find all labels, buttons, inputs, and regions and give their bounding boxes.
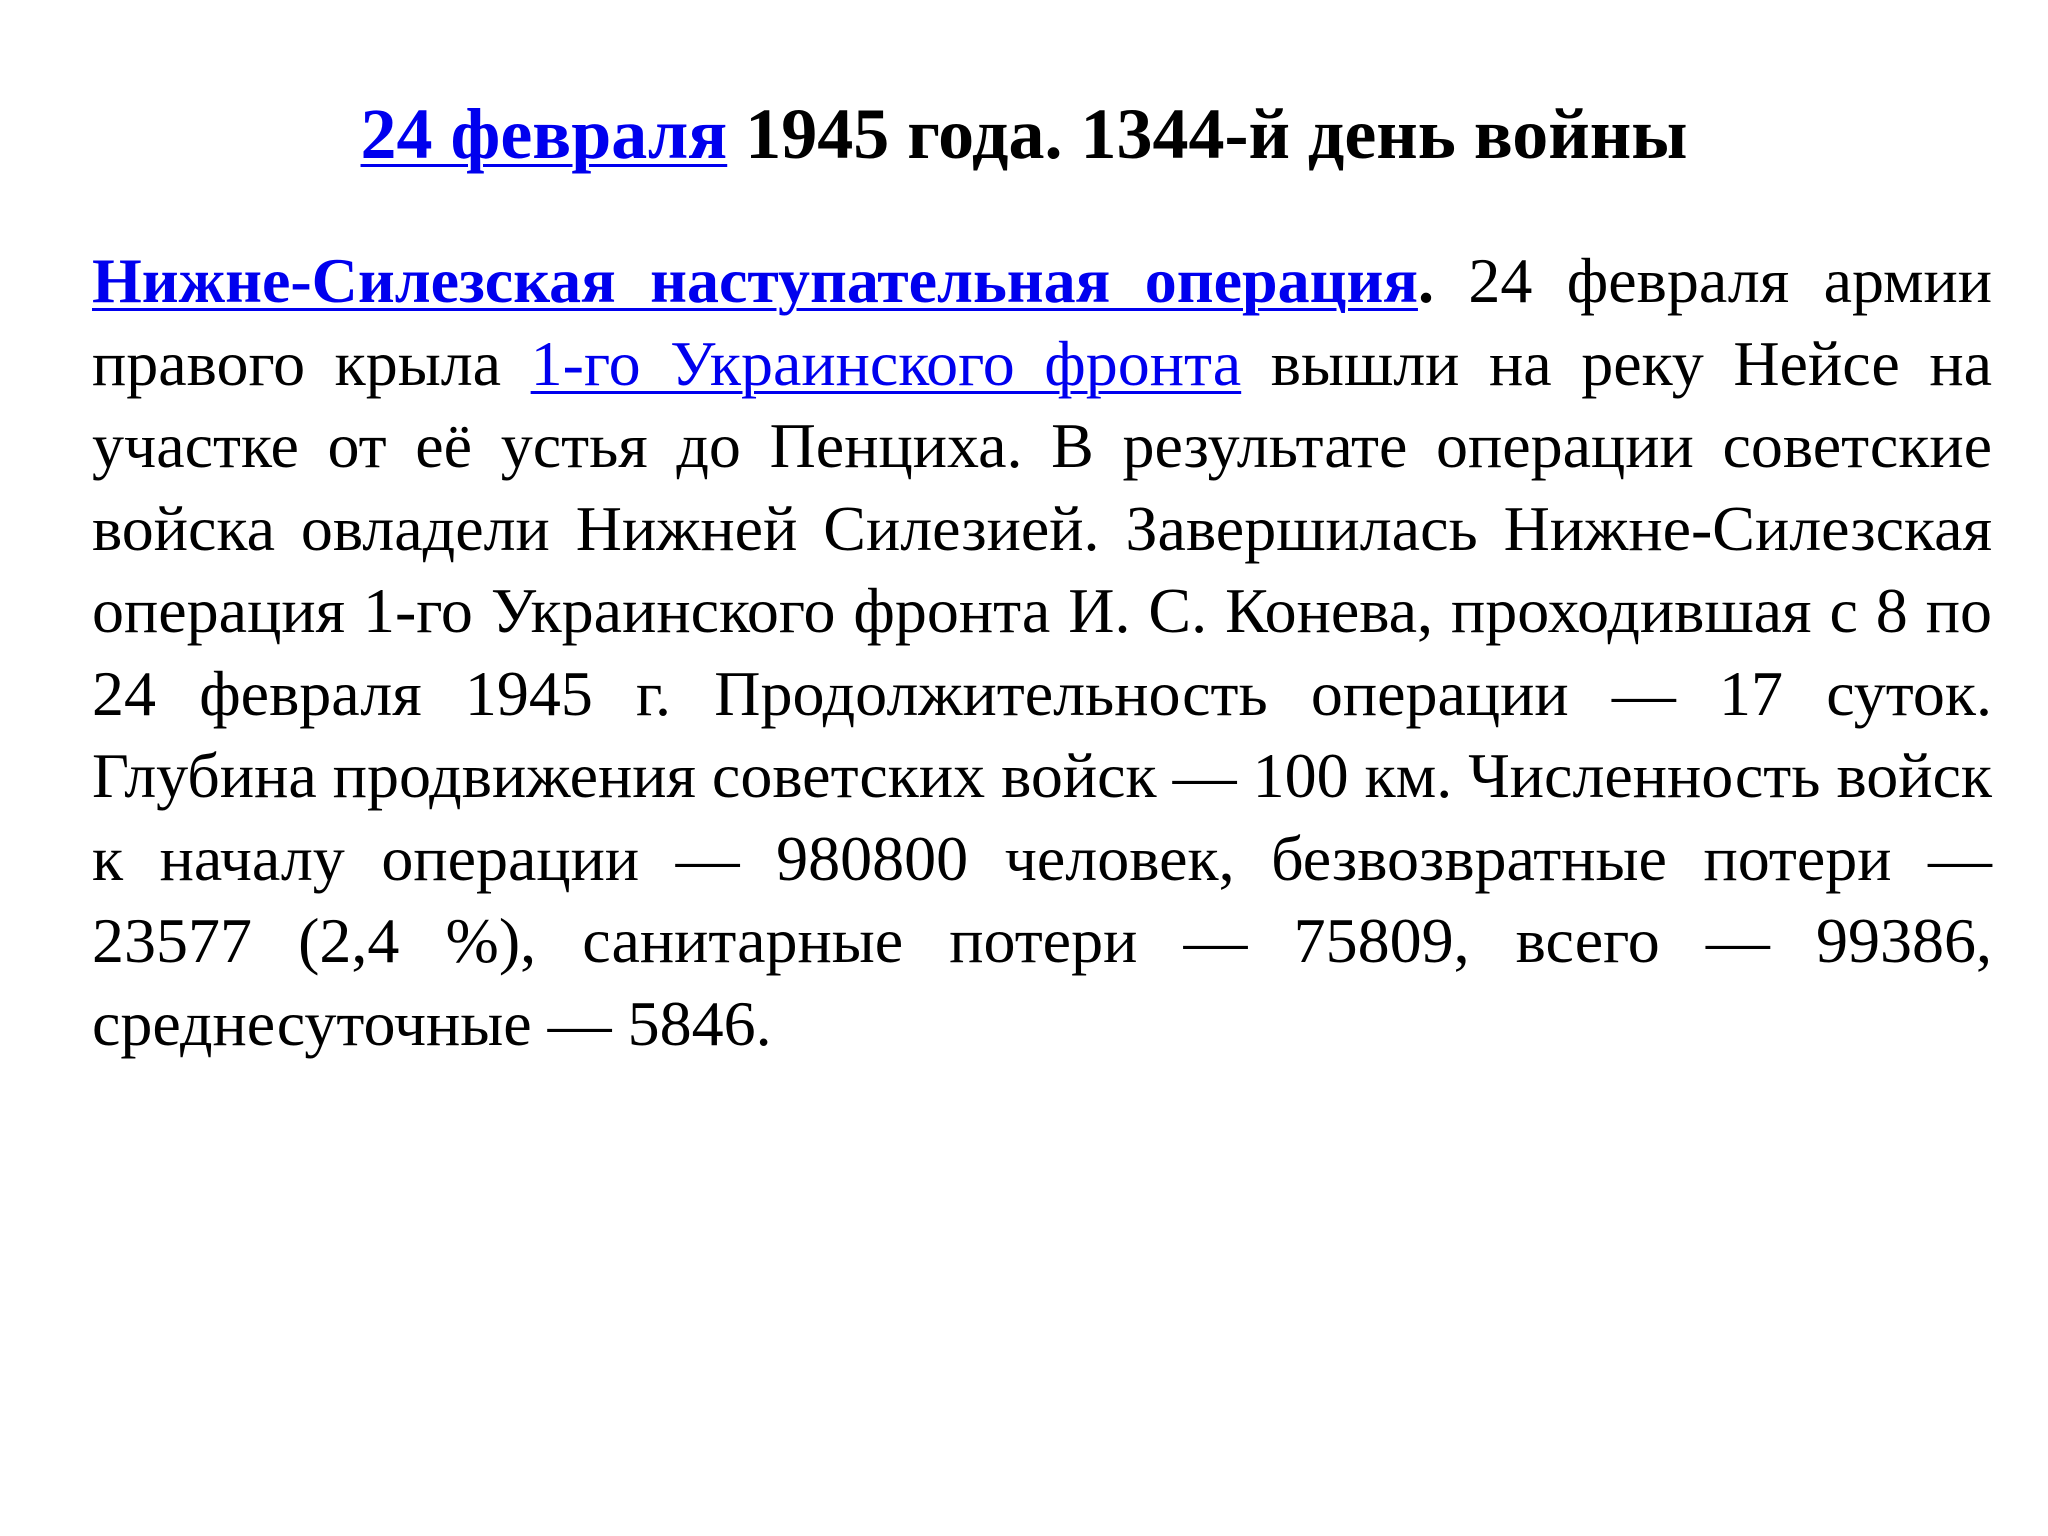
paragraph-text-1: 24 февраля армии правого крыла: [92, 245, 1993, 399]
title-rest: 1945 года. 1344-й день войны: [727, 94, 1688, 174]
body-paragraph: [92, 240, 1992, 1065]
operation-link[interactable]: Нижне-Силезская наступательная операция: [92, 245, 1418, 316]
paragraph-text-2: вышли на реку Нейсе на участке от её устья до Пенциха. В результате операции советские войска овладели Нижней Силезией. Завершилась Нижне-Силезская операция 1-го Украинского фронта И. С. Конева, проходившая с 8 по 24 февраля 1945 г. Продолжительность операции — 17 суток. Глубина продвижения советских войск — 100 км. Численность войск к началу операции — 980800 человек, безвозвратные потери — 23577 (2,4 %), санитарные потери — 75809, всего — 99386, среднесуточные — 5846.: [92, 327, 1993, 1059]
operation-period: .: [1417, 245, 1434, 316]
page-title: [0, 92, 2048, 176]
front-link[interactable]: 1-го Украинского фронта: [530, 327, 1242, 399]
date-link[interactable]: 24 февраля: [360, 94, 728, 174]
